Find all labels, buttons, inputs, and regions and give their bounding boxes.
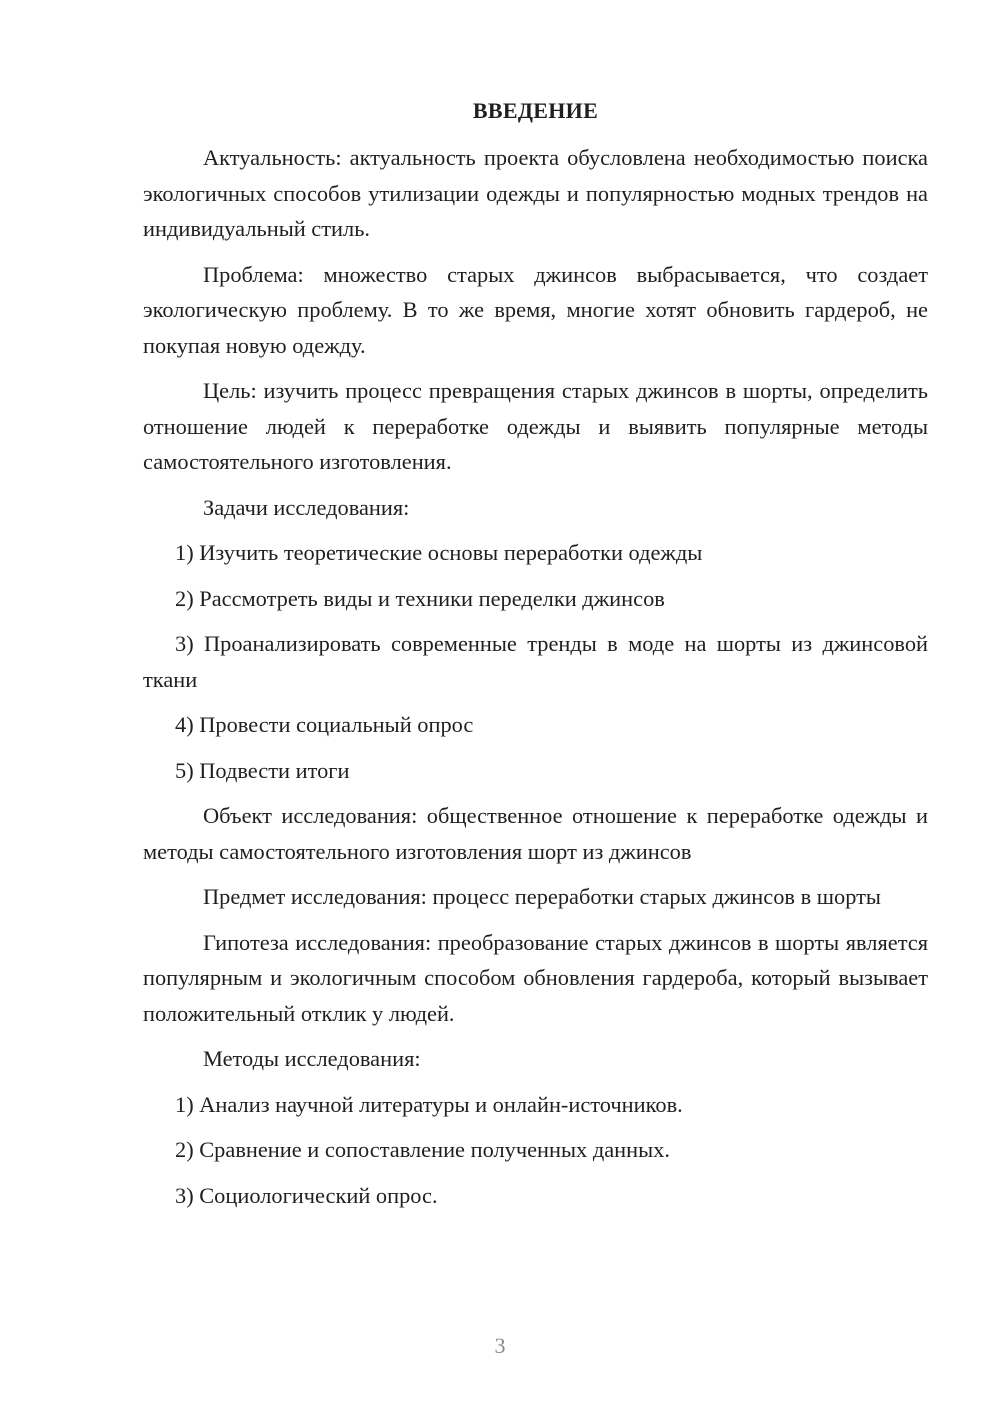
hypothesis-paragraph: Гипотеза исследования: преобразование старых джинсов в шорты является популярным и экологичным способом обновления гардероба, который вызывает положительный отклик у людей. xyxy=(143,929,928,1026)
section-title: ВВЕДЕНИЕ xyxy=(472,98,599,123)
method-item: 3) Социологический опрос. xyxy=(175,1182,438,1208)
subject-paragraph: Предмет исследования: процесс переработки старых джинсов в шорты xyxy=(203,884,881,909)
task-item: 1) Изучить теоретические основы переработки одежды xyxy=(175,540,703,565)
task-item: 4) Провести социальный опрос xyxy=(175,712,474,737)
goal-paragraph: Цель: изучить процесс превращения старых джинсов в шорты, определить отношение людей к переработке одежды и выявить популярные методы самостоятельного изготовления. xyxy=(143,378,928,474)
methods-heading: Методы исследования: xyxy=(203,1046,421,1071)
task-item: 3) Проанализировать современные тренды в моде на шорты из джинсовой ткани xyxy=(143,631,928,692)
problem-paragraph: Проблема: множество старых джинсов выбрасывается, что создает экологическую проблему. В то же время, многие хотят обновить гардероб, не покупая новую одежду. xyxy=(143,261,928,358)
task-item: 2) Рассмотреть виды и техники переделки джинсов xyxy=(175,585,665,611)
task-item: 5) Подвести итоги xyxy=(175,757,350,783)
page-content xyxy=(143,96,928,1223)
method-item: 2) Сравнение и сопоставление полученных данных. xyxy=(175,1137,670,1162)
relevance-paragraph: Актуальность: актуальность проекта обусловлена необходимостью поиска экологичных способов утилизации одежды и популярностью модных трендов на индивидуальный стиль. xyxy=(143,145,928,241)
tasks-heading: Задачи исследования: xyxy=(203,494,410,520)
method-item: 1) Анализ научной литературы и онлайн-источников. xyxy=(175,1091,683,1117)
page-number: 3 xyxy=(494,1333,506,1358)
object-paragraph: Объект исследования: общественное отношение к переработке одежды и методы самостоятельного изготовления шорт из джинсов xyxy=(143,803,928,864)
